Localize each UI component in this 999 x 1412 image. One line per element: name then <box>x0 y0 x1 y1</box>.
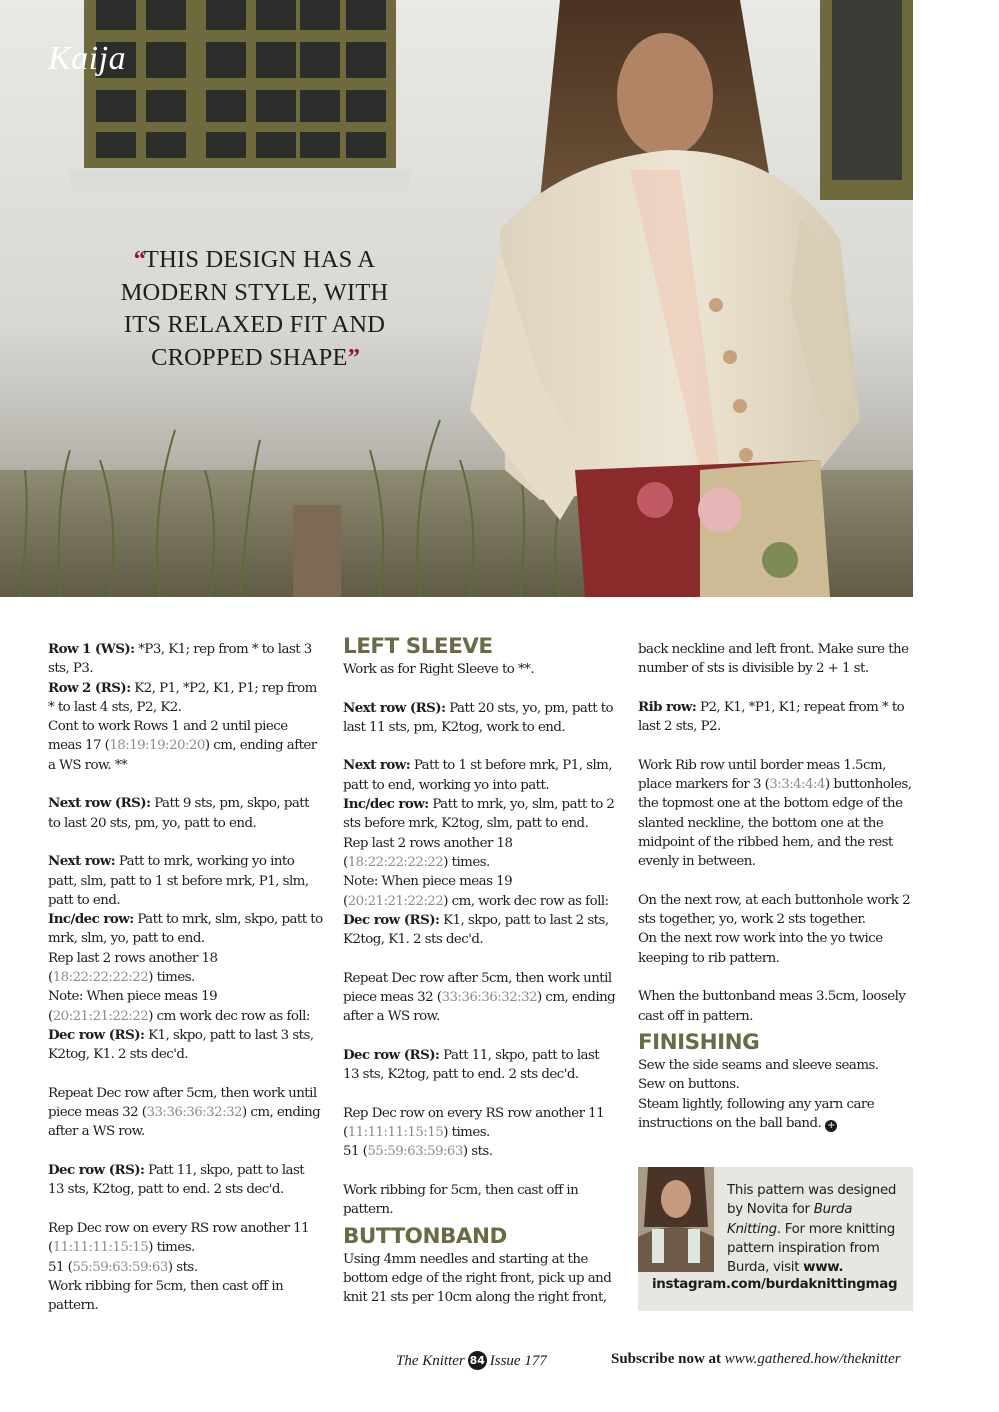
instruction: Repeat Dec row after 5cm, then work until piece meas 32 (33:36:36:32:32) cm, ending after a WS row. <box>48 1085 321 1140</box>
instruction: Row 2 (RS): K2, P1, *P2, K1, P1; rep from * to last 4 sts, P2, K2. <box>48 679 317 715</box>
instruction: 51 (55:59:63:59:63) sts. <box>48 1259 198 1275</box>
instruction: Row 1 (WS): *P3, K1; rep from * to last 3 sts, P3. <box>48 641 312 677</box>
instruction: Dec row (RS): K1, skpo, patt to last 3 sts, K2tog, K1. 2 sts dec'd. <box>48 1026 314 1063</box>
instruction: Work Rib row until border meas 1.5cm, place markers for 3 (3:3:4:4:4) buttonholes, the topmost one at the bottom edge of the slanted neckline, the bottom one at the midpoint of the ribbed hem, and the rest evenly in between. <box>638 757 912 870</box>
instruction: Sew the side seams and sleeve seams. <box>638 1057 879 1073</box>
instruction: Note: When piece meas 19 (20:21:21:22:22) cm work dec row as foll: <box>48 989 310 1024</box>
pull-quote-text: THIS DESIGN HAS A MODERN STYLE, WITH ITS RELAXED FIT AND CROPPED SHAPE <box>120 246 389 371</box>
section-heading-finishing: FINISHING <box>638 1029 760 1055</box>
page-number: 84 <box>468 1351 487 1370</box>
end-mark-icon: + <box>825 1120 837 1132</box>
credit-box <box>638 1167 913 1311</box>
instruction: Rep Dec row on every RS row another 11 (11:11:11:15:15) times. <box>48 1220 310 1256</box>
instruction: Next row (RS): Patt 9 sts, pm, skpo, patt to last 20 sts, pm, yo, patt to end. <box>48 795 309 831</box>
instagram-link[interactable]: instagram.com/burdaknittingmag <box>652 1277 898 1292</box>
instruction: Next row (RS): Patt 20 sts, yo, pm, patt to last 11 sts, pm, K2tog, work to end. <box>343 699 614 735</box>
instruction: back neckline and left front. Make sure the number of sts is divisible by 2 + 1 st. <box>638 642 909 677</box>
footer-magazine: The Knitter 84 Issue 177 <box>396 1353 547 1369</box>
column-3 <box>638 640 916 1133</box>
instruction: Dec row (RS): K1, skpo, patt to last 2 sts, K2tog, K1. 2 sts dec'd. <box>343 911 609 948</box>
instruction: Rib row: P2, K1, *P1, K1; repeat from * to last 2 sts, P2. <box>638 698 905 735</box>
instruction: Repeat Dec row after 5cm, then work until piece meas 32 (33:36:36:32:32) cm, ending after a WS row. <box>343 970 616 1025</box>
subscribe-link[interactable]: www.gathered.how/theknitter <box>724 1351 901 1367</box>
instruction: Cont to work Rows 1 and 2 until piece meas 17 (18:19:19:20:20) cm, ending after a WS row. ** <box>48 719 317 773</box>
instruction: Work ribbing for 5cm, then cast off in pattern. <box>48 1278 284 1314</box>
close-quote-icon: ” <box>347 343 358 371</box>
section-heading-buttonband: BUTTONBAND <box>343 1223 507 1249</box>
instruction: Rep Dec row on every RS row another 11 (11:11:11:15:15) times. <box>343 1105 605 1141</box>
pull-quote <box>112 244 397 374</box>
instruction: Work ribbing for 5cm, then cast off in pattern. <box>343 1183 579 1218</box>
instruction: Steam lightly, following any yarn care instructions on the ball band. + <box>638 1096 875 1131</box>
instruction: On the next row work into the yo twice keeping to rib pattern. <box>638 931 883 966</box>
designer-thumbnail <box>638 1167 714 1272</box>
instruction: 51 (55:59:63:59:63) sts. <box>343 1144 493 1160</box>
instruction: Inc/dec row: Patt to mrk, slm, skpo, patt to mrk, slm, yo, patt to end. <box>48 911 323 947</box>
instruction: Work as for Right Sleeve to **. <box>343 662 535 677</box>
instruction: Next row: Patt to 1 st before mrk, P1, slm, patt to end, working yo into patt. <box>343 757 613 793</box>
open-quote-icon: “ <box>133 246 144 273</box>
credit-text: This pattern was designed by Novita for Burda Knitting. For more knitting pattern inspiration from Burda, visit www. <box>727 1183 897 1276</box>
footer-subscribe: Subscribe now at www.gathered.how/theknitter <box>611 1351 901 1367</box>
instruction: Note: When piece meas 19 (20:21:21:22:22) cm, work dec row as foll: <box>343 874 609 909</box>
instruction: Dec row (RS): Patt 11, skpo, patt to last 13 sts, K2tog, patt to end. 2 sts dec'd. <box>343 1046 600 1083</box>
instruction: Dec row (RS): Patt 11, skpo, patt to last 13 sts, K2tog, patt to end. 2 sts dec'd. <box>48 1162 305 1198</box>
instruction: Inc/dec row: Patt to mrk, yo, slm, patt to 2 sts before mrk, K2tog, slm, patt to end. <box>343 796 615 832</box>
column-1 <box>48 640 323 1315</box>
instruction: Using 4mm needles and starting at the bottom edge of the right front, pick up and knit 21 sts per 10cm along the right front, <box>343 1251 612 1306</box>
column-2 <box>343 634 618 1308</box>
instruction: Rep last 2 rows another 18 (18:22:22:22:22) times. <box>48 950 218 986</box>
instruction: Sew on buttons. <box>638 1077 740 1093</box>
instruction: Rep last 2 rows another 18 (18:22:22:22:22) times. <box>343 835 513 870</box>
instruction: Next row: Patt to mrk, working yo into patt, slm, patt to 1 st before mrk, P1, slm, patt to end. <box>48 853 309 908</box>
instruction: When the buttonband meas 3.5cm, loosely cast off in pattern. <box>638 989 906 1024</box>
instruction: On the next row, at each buttonhole work 2 sts together, yo, work 2 sts together. <box>638 892 911 928</box>
design-title: Kaija <box>48 40 127 77</box>
section-heading-left-sleeve: LEFT SLEEVE <box>343 634 493 659</box>
